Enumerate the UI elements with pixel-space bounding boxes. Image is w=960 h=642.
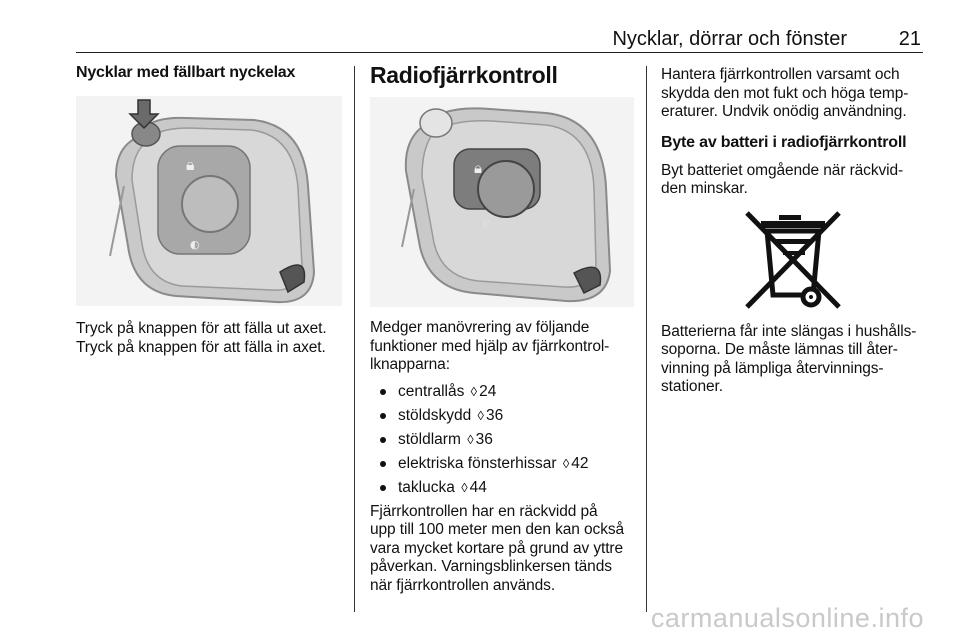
- range-text-line: Fjärrkontrollen har en räckvidd på: [370, 502, 598, 520]
- bullet-icon: [380, 461, 386, 467]
- watermark: carmanualsonline.info: [650, 603, 924, 633]
- list-item: elektriska fönsterhissar ◊ 42: [370, 455, 636, 473]
- page-reference-link[interactable]: 44: [469, 478, 487, 496]
- remote-key-illustration: [370, 97, 634, 307]
- page-reference-link[interactable]: 36: [475, 430, 493, 448]
- column-divider-right: [646, 66, 647, 612]
- right-column: [661, 58, 926, 612]
- folding-key-icon: [76, 96, 342, 306]
- page-reference-icon: ◊: [477, 407, 484, 423]
- page-reference-icon: ◊: [467, 431, 474, 447]
- fold-in-instruction: Tryck på knappen för att fälla in axet.: [76, 338, 326, 356]
- crossed-out-wheelie-bin-icon: [739, 209, 849, 313]
- care-text-line: skydda den mot fukt och höga temp-: [661, 84, 909, 102]
- bullet-icon: [380, 485, 386, 491]
- page-reference-link[interactable]: 24: [479, 382, 497, 400]
- disposal-text-line: Batterierna får inte slängas i hushålls-: [661, 322, 917, 340]
- bullet-icon: [380, 437, 386, 443]
- care-text-line: Hantera fjärrkontrollen varsamt och: [661, 66, 900, 83]
- page-reference-link[interactable]: 36: [485, 406, 504, 424]
- battery-text-line: den minskar.: [661, 180, 748, 197]
- list-item: centrallås ◊ 24: [370, 383, 636, 401]
- range-text-line: när fjärrkontrollen används.: [370, 576, 556, 594]
- range-text-line: påverkan. Varningsblinkersen tänds: [370, 558, 612, 575]
- disposal-text-line: stationer.: [661, 378, 723, 395]
- remote-key-icon: [370, 97, 634, 307]
- disposal-text-line: vinning på lämpliga återvinnings-: [661, 359, 884, 377]
- list-item: stöldskydd ◊ 36: [370, 407, 636, 425]
- bullet-icon: [380, 413, 386, 419]
- page-reference-icon: ◊: [461, 479, 468, 495]
- remote-intro-line: funktioner med hjälp av fjärrkontrol-: [370, 337, 610, 355]
- left-column: [76, 58, 344, 612]
- svg-text:◐: ◐: [482, 217, 492, 230]
- fold-out-instruction: Tryck på knappen för att fälla ut axet.: [76, 320, 327, 337]
- svg-text:◐: ◐: [190, 238, 200, 251]
- range-text-line: vara mycket kortare på grund av yttre: [370, 539, 624, 557]
- battery-text-line: Byt batteriet omgående när räckvid-: [661, 161, 904, 179]
- range-text-line: upp till 100 meter men den kan också: [370, 521, 625, 538]
- section-heading-battery-replacement: Byte av batteri i radiofjärrkontroll: [661, 133, 907, 151]
- remote-intro-line: lknapparna:: [370, 356, 450, 373]
- section-heading-folding-key: Nycklar med fällbart nyckelax: [76, 64, 296, 81]
- folding-key-illustration: [76, 96, 342, 306]
- page-reference-icon: ◊: [470, 383, 478, 399]
- page-number: 21: [898, 28, 921, 50]
- crossed-bin-symbol: [739, 209, 849, 313]
- column-divider-left: [354, 66, 355, 612]
- list-item: stöldlarm ◊ 36: [370, 431, 636, 449]
- svg-text:🔒︎: 🔒︎: [186, 155, 195, 174]
- page-reference-link[interactable]: 42: [571, 454, 589, 472]
- remote-intro-line: Medger manövrering av följande: [370, 319, 590, 336]
- page-header: [76, 26, 923, 53]
- remote-function-list: [370, 383, 636, 497]
- list-item: taklucka ◊ 44: [370, 479, 636, 497]
- middle-column: [370, 58, 636, 612]
- svg-text:🔒︎: 🔒︎: [474, 159, 482, 177]
- chapter-title: Nycklar, dörrar och fönster: [612, 28, 847, 50]
- page-reference-icon: ◊: [562, 455, 570, 471]
- disposal-text-line: soporna. De måste lämnas till åter-: [661, 341, 898, 358]
- care-text-line: eraturer. Undvik onödig användning.: [661, 103, 907, 120]
- section-heading-remote-control: Radiofjärrkontroll: [370, 62, 558, 88]
- bullet-icon: [380, 389, 386, 395]
